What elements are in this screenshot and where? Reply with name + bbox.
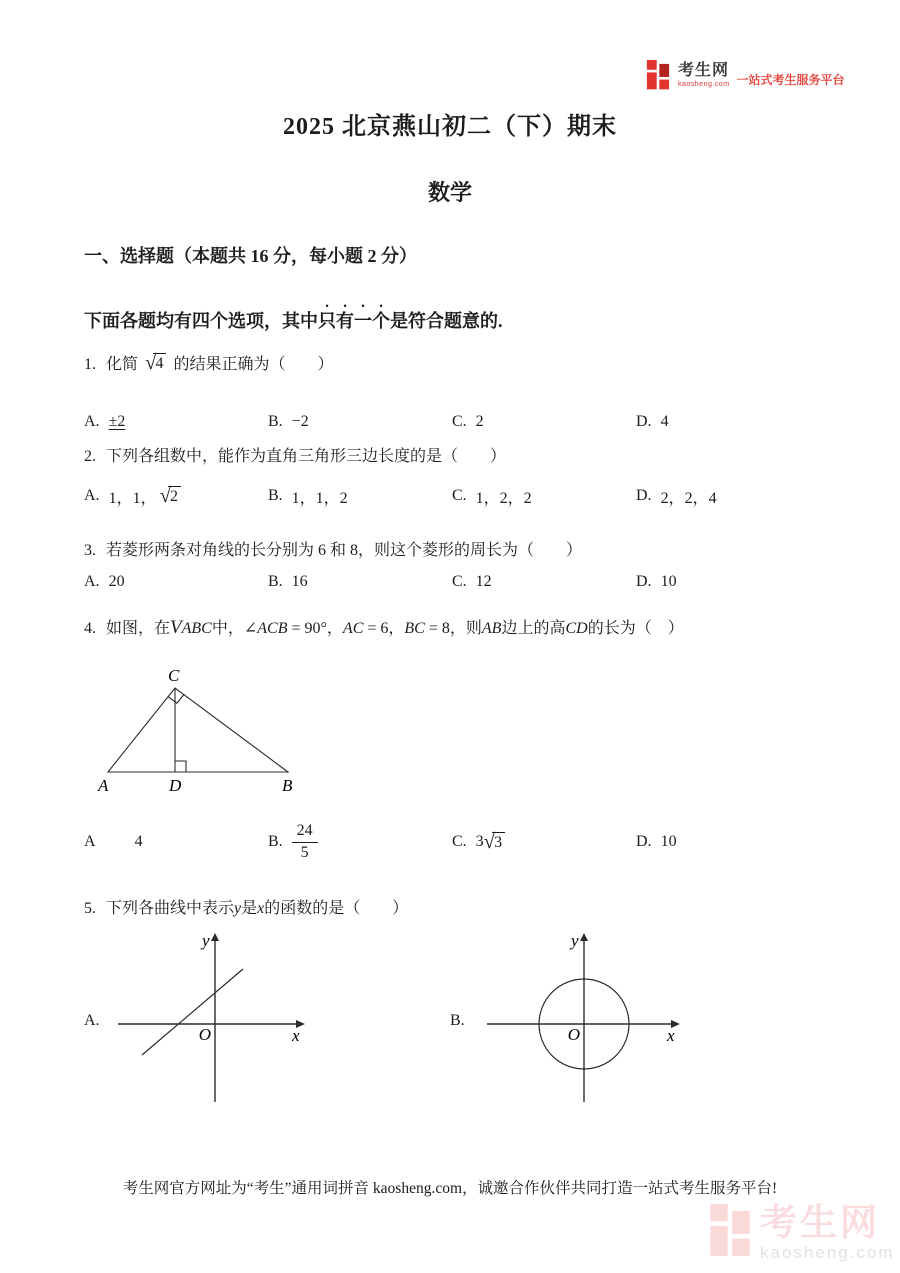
q3-text: 若菱形两条对角线的长分别为 6 和 8，则这个菱形的周长为（ ） (106, 542, 583, 559)
radical-sign: √ (483, 829, 496, 853)
page-title: 2025 北京燕山初二（下）期末 (283, 114, 617, 140)
subject-title: 数学 (427, 180, 472, 205)
q4-text: 则 (465, 620, 482, 637)
math-var: y (234, 900, 242, 917)
watermark-logo-icon (708, 1204, 752, 1257)
q1-text: 化简 (106, 356, 139, 373)
question-2-stem (84, 444, 506, 470)
footer-text: 考生网官方网址为“考生”通用词拼音 kaosheng.com，诚邀合作伙伴共同打造一站式考生服务平台! (122, 1180, 778, 1197)
fraction-numerator: 24 (292, 822, 318, 842)
y-arrow-icon (580, 933, 588, 941)
option-b (268, 573, 452, 591)
question-1-number: 1. (84, 356, 96, 373)
graph-a-label: A. (84, 1012, 100, 1029)
vertex-label-d: D (169, 776, 182, 795)
option-label: D. (636, 833, 652, 850)
brand-tagline: 一站式考生服务平台 (736, 72, 845, 87)
option-text: ±2 (108, 413, 126, 430)
option-label: A. (84, 413, 100, 430)
sqrt-4 (145, 353, 166, 379)
option-text: 2，2，4 (660, 489, 717, 507)
radicand: 3 (492, 832, 505, 853)
watermark-brand: 考生网 (760, 1202, 880, 1243)
option-d (636, 413, 826, 431)
option-c (452, 829, 636, 853)
option-text: 1，1， (108, 489, 157, 507)
option-text: 1，2，2 (475, 489, 532, 507)
fraction-24-5 (292, 822, 318, 862)
radicand: 4 (153, 353, 166, 374)
option-label: B. (268, 833, 283, 850)
option-label: A. (84, 573, 100, 590)
option-text: 4 (134, 833, 143, 850)
vertex-label-b: B (282, 776, 293, 795)
kaosheng-logo (645, 60, 845, 90)
option-b (268, 485, 452, 508)
question-5-number: 5. (84, 900, 96, 917)
q4-text: 如图，在 (106, 620, 171, 637)
q5-text: 下列各曲线中表示 (106, 900, 235, 917)
option-label: B. (268, 487, 283, 504)
q4-text: 中， (211, 620, 244, 637)
option-text: 16 (291, 573, 308, 590)
option-text: 1，1，2 (291, 489, 348, 507)
math-var: CD (565, 620, 588, 637)
option-c (452, 413, 636, 431)
radicand: 2 (168, 486, 181, 507)
section-heading: 一、选择题（本题共 16 分，每小题 2 分） (84, 246, 417, 266)
option-d (636, 485, 826, 508)
option-label: D. (636, 573, 652, 590)
math-var: AC (342, 620, 364, 637)
vertex-label-c: C (168, 666, 180, 685)
triangle-abc (108, 688, 288, 772)
option-d (636, 833, 826, 851)
note-emphasized: 只有一个 (318, 311, 390, 331)
option-label: C. (452, 487, 467, 504)
origin-label: O (567, 1025, 580, 1044)
note-before: 下面各题均有四个选项，其中 (84, 311, 318, 331)
option-a (84, 573, 268, 591)
option-label: D. (636, 487, 652, 504)
section-note (84, 301, 503, 333)
question-3-options (84, 566, 826, 598)
option-label: B. (268, 573, 283, 590)
option-text: 10 (660, 833, 677, 850)
x-axis-label: x (667, 1026, 675, 1045)
option-label: C. (452, 833, 467, 850)
sqrt-2 (159, 483, 181, 507)
question-5-stem (84, 896, 408, 922)
q5-text: 是 (241, 900, 258, 917)
math-var: AB (481, 620, 502, 637)
question-3-stem (84, 538, 582, 564)
question-1-options (84, 406, 826, 438)
option-label: B. (268, 413, 283, 430)
option-a (84, 485, 268, 508)
y-arrow-icon (211, 933, 219, 941)
option-text: 3 (475, 833, 484, 850)
math-eq: = 6， (363, 620, 405, 637)
question-1-stem (84, 352, 333, 379)
math-var: ABC (181, 620, 212, 637)
option-label: C. (452, 413, 467, 430)
vertex-label-a: A (98, 776, 109, 795)
plotted-line (142, 969, 243, 1055)
question-4-stem (84, 616, 684, 642)
option-text: 12 (475, 573, 492, 590)
option-text: 4 (660, 413, 669, 430)
q4-text: 的长为（ ） (587, 620, 684, 637)
option-text: −2 (291, 413, 309, 430)
right-angle-mark-c (168, 695, 184, 704)
q1-text-after: 的结果正确为（ ） (173, 356, 334, 373)
option-b (268, 822, 452, 862)
y-axis-label: y (202, 933, 210, 950)
option-d (636, 573, 826, 591)
y-axis-label: y (571, 933, 579, 950)
question-2-options (84, 468, 826, 524)
q4-text: 边上的高 (501, 620, 566, 637)
x-axis-label: x (292, 1026, 300, 1045)
option-text: 20 (108, 573, 125, 590)
brand-domain: kaosheng.com (678, 80, 730, 88)
option-label: D. (636, 413, 652, 430)
question-3-number: 3. (84, 542, 96, 559)
option-c (452, 485, 636, 508)
math-var: x (257, 900, 265, 917)
question-4-options (84, 812, 826, 872)
watermark-domain: kaosheng.com (760, 1243, 895, 1262)
sqrt-3 (483, 829, 505, 853)
graph-b-label: B. (450, 1012, 465, 1029)
angle-symbol: ∠ (243, 620, 258, 637)
origin-label: O (198, 1025, 211, 1044)
triangle-symbol: V (170, 617, 182, 638)
radical-sign: √ (159, 483, 171, 507)
option-a (84, 833, 268, 851)
option-a (84, 413, 268, 431)
option-label: A. (84, 487, 100, 504)
math-var: BC (404, 620, 425, 637)
note-after: 是符合题意的. (390, 311, 503, 331)
math-eq: = 8， (424, 620, 466, 637)
option-text: 10 (660, 573, 677, 590)
question-4-number: 4. (84, 620, 96, 637)
q2-text: 下列各组数中，能作为直角三角形三边长度的是（ ） (106, 448, 507, 465)
option-label: A (84, 833, 96, 850)
math-var: ACB (257, 620, 288, 637)
q5-text: 的函数的是（ ） (264, 900, 409, 917)
kaosheng-logo-icon (645, 60, 671, 90)
option-label: C. (452, 573, 467, 590)
option-text: 2 (475, 413, 484, 430)
option-b (268, 413, 452, 431)
option-c (452, 573, 636, 591)
question-2-number: 2. (84, 448, 96, 465)
graph-a-line (110, 933, 305, 1105)
brand-name: 考生网 (678, 61, 730, 79)
fraction-denominator: 5 (300, 843, 309, 861)
radical-sign: √ (145, 351, 157, 374)
right-angle-mark-d (175, 761, 186, 772)
math-eq: = 90°， (287, 620, 343, 637)
triangle-figure (92, 664, 304, 796)
kaosheng-watermark (708, 1204, 895, 1261)
graph-b-circle (480, 933, 680, 1105)
